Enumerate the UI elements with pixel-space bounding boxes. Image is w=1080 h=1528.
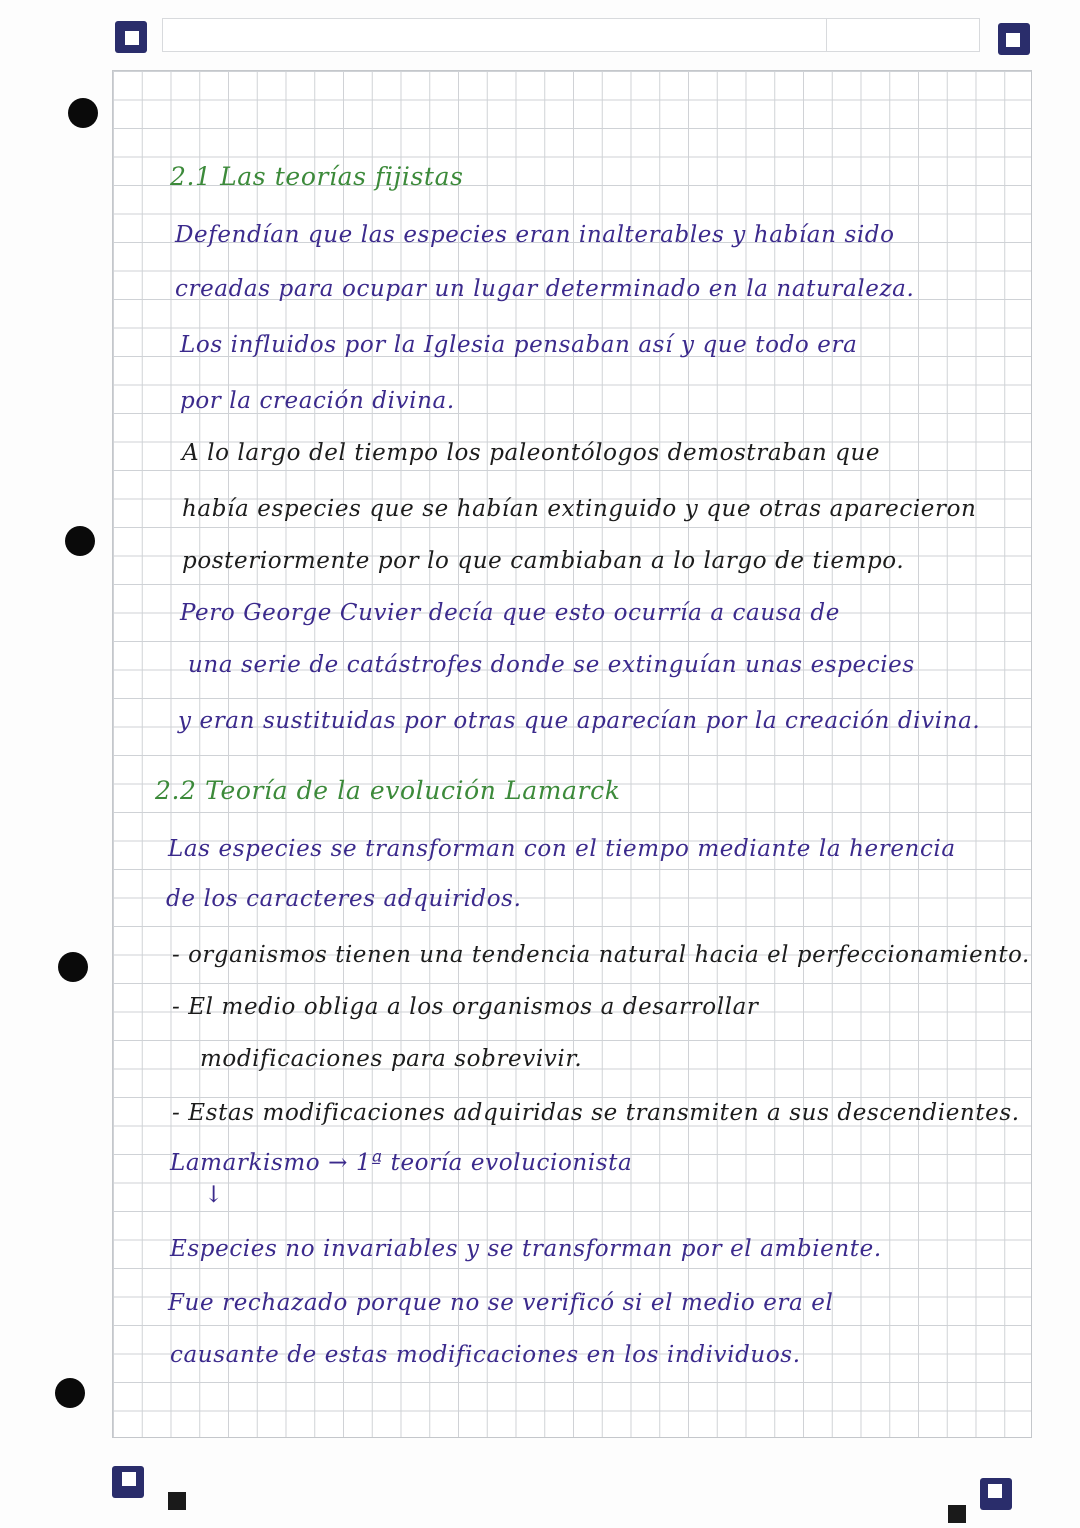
binder-hole: [65, 526, 95, 556]
bottom-square-mark-right: [948, 1505, 966, 1523]
heading-teorias-fijistas: 2.1 Las teorías fijistas: [170, 162, 464, 191]
bottom-square-mark: [168, 1492, 186, 1510]
corner-mark-top-right: [998, 23, 1030, 55]
binder-hole: [58, 952, 88, 982]
corner-mark-bottom-left: [112, 1466, 144, 1498]
text-line: creadas para ocupar un lugar determinado en la naturaleza.: [175, 276, 915, 302]
text-line: una serie de catástrofes donde se extinguían unas especies: [188, 652, 915, 678]
text-line: Pero George Cuvier decía que esto ocurría a causa de: [180, 600, 840, 626]
bullet-continuation: modificaciones para sobrevivir.: [200, 1046, 583, 1072]
text-line: causante de estas modificaciones en los individuos.: [170, 1342, 801, 1368]
text-line: Los influidos por la Iglesia pensaban así y que todo era: [180, 332, 858, 358]
lamarkismo-line: Lamarkismo → 1ª teoría evolucionista: [170, 1150, 633, 1176]
corner-mark-top-left: [115, 21, 147, 53]
bullet-item: - El medio obliga a los organismos a desarrollar: [172, 994, 759, 1020]
bullet-item: - organismos tienen una tendencia natural hacia el perfeccionamiento.: [172, 942, 1030, 968]
text-line: Fue rechazado porque no se verificó si el medio era el: [168, 1290, 834, 1316]
binder-hole: [68, 98, 98, 128]
text-line: Las especies se transforman con el tiempo mediante la herencia: [168, 836, 956, 862]
text-line: posteriormente por lo que cambiaban a lo largo de tiempo.: [182, 548, 905, 574]
text-line: de los caracteres adquiridos.: [166, 886, 522, 912]
text-line: Especies no invariables y se transforman por el ambiente.: [170, 1236, 882, 1262]
bullet-item: - Estas modificaciones adquiridas se transmiten a sus descendientes.: [172, 1100, 1020, 1126]
binder-hole: [55, 1378, 85, 1408]
text-line: A lo largo del tiempo los paleontólogos demostraban que: [182, 440, 881, 466]
header-divider: [826, 18, 827, 52]
down-arrow-icon: ↓: [204, 1182, 224, 1208]
text-line: y eran sustituidas por otras que aparecían por la creación divina.: [178, 708, 981, 734]
header-field: [162, 18, 980, 52]
corner-mark-bottom-right: [980, 1478, 1012, 1510]
text-line: por la creación divina.: [180, 388, 455, 414]
text-line: Defendían que las especies eran inalterables y habían sido: [175, 222, 895, 248]
heading-teoria-lamarck: 2.2 Teoría de la evolución Lamarck: [155, 776, 621, 805]
text-line: había especies que se habían extinguido y que otras aparecieron: [182, 496, 977, 522]
